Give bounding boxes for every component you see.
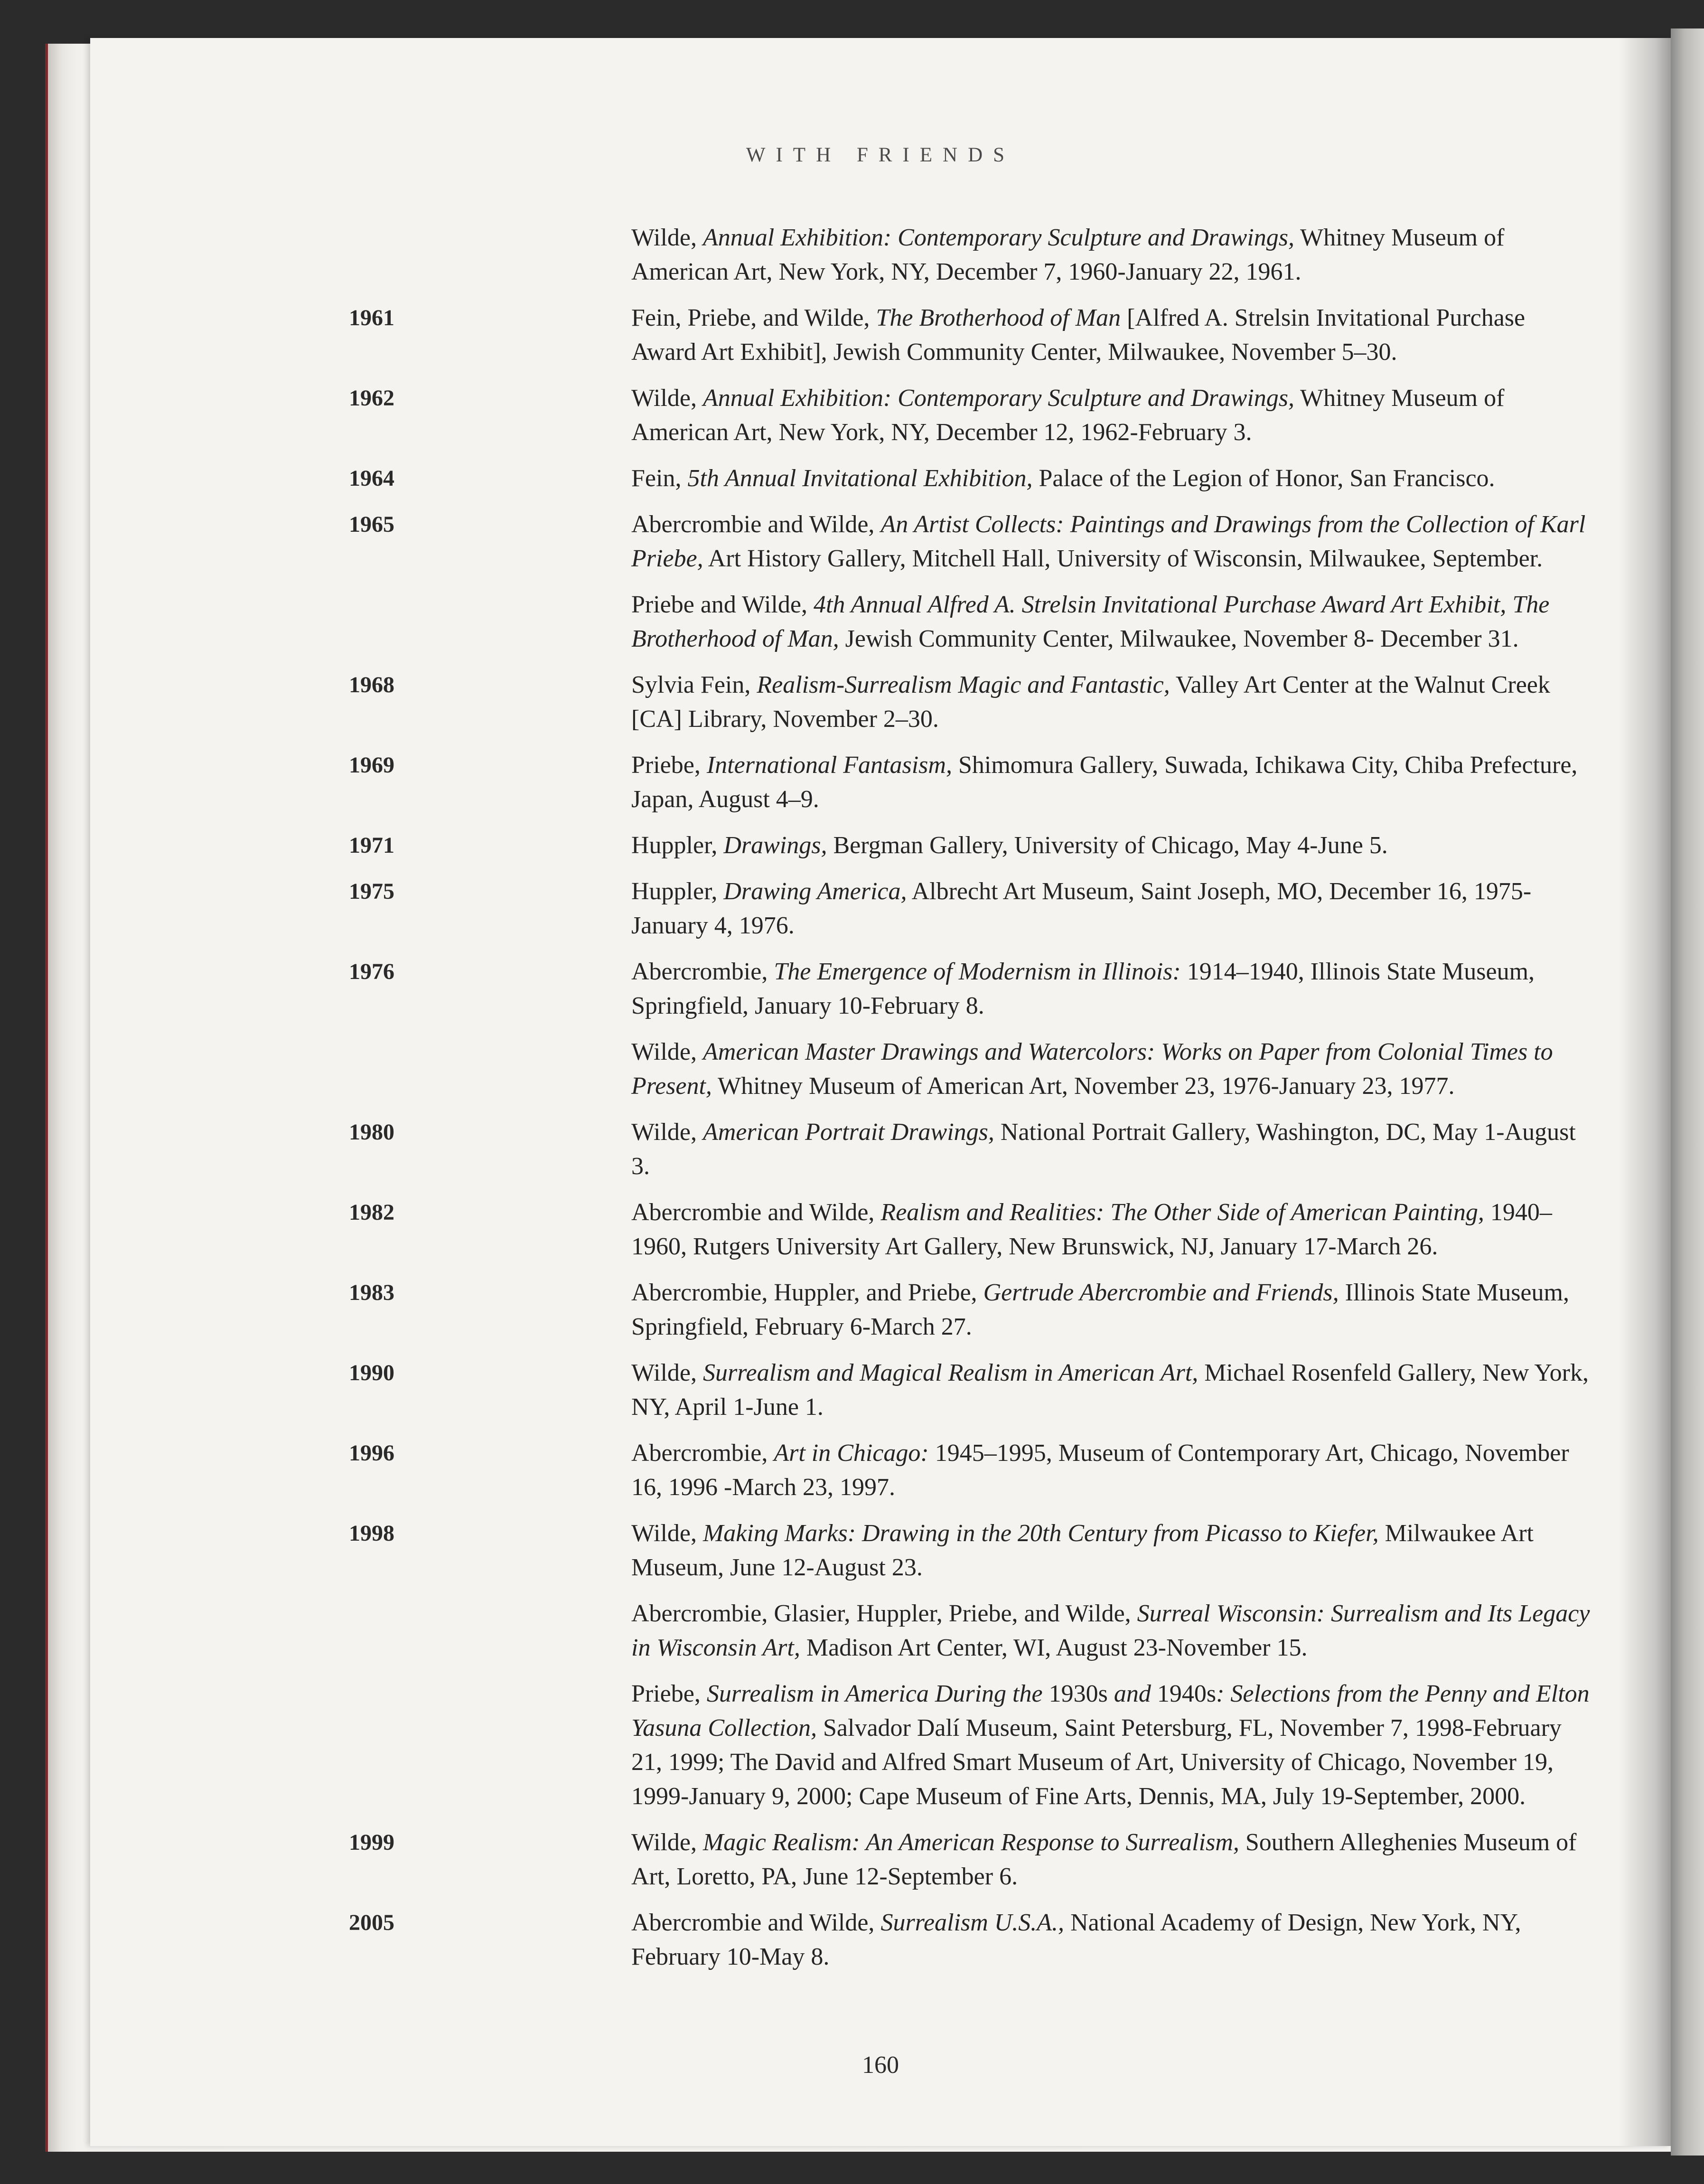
exhibition-title: Annual Exhibition: Contemporary Sculpture and Drawings,	[702, 385, 1294, 412]
entry-text	[631, 955, 1592, 1023]
exhibition-title: The Emergence of Modernism in Illinois:	[774, 958, 1181, 985]
entry-text-segment: Priebe and Wilde,	[631, 591, 814, 618]
facing-page-edge	[1671, 28, 1704, 2156]
entry-text-segment: Priebe,	[631, 752, 707, 779]
entry-year: 1996	[349, 1440, 394, 1466]
exhibition-title: 5th Annual Invitational Exhibition,	[687, 465, 1033, 492]
entry-text-segment: Fein,	[631, 465, 688, 492]
entry-text-segment: Whitney Museum of American Art, New York, NY, December 12, 1962-February 3.	[631, 385, 1505, 446]
exhibition-title: Surreal Wisconsin: Surrealism and Its Legacy in Wisconsin Art,	[631, 1600, 1590, 1661]
exhibition-entry	[349, 828, 1592, 863]
entry-text	[631, 668, 1592, 736]
entry-year: 1976	[349, 959, 394, 984]
exhibition-title: Realism and Realities: The Other Side of American Painting,	[880, 1199, 1484, 1226]
entry-text	[631, 1276, 1592, 1344]
exhibition-entry	[349, 1196, 1592, 1264]
exhibition-title: The Brotherhood of Man	[876, 304, 1121, 331]
entry-text-segment: Abercrombie, Glasier, Huppler, Priebe, and Wilde,	[631, 1600, 1137, 1627]
exhibition-entry	[349, 1677, 1592, 1814]
entry-year: 1982	[349, 1200, 394, 1225]
exhibition-title: Making Marks: Drawing in the 20th Century from Picasso to Kiefer,	[702, 1520, 1379, 1547]
entry-text	[631, 1677, 1592, 1814]
entry-year: 1980	[349, 1120, 394, 1145]
entry-text-segment: 1914–1940, Illinois State Museum, Springfield, January 10-February 8.	[631, 958, 1535, 1019]
entry-year: 1964	[349, 466, 394, 491]
exhibition-entry	[349, 588, 1592, 656]
entry-text-segment: Sylvia Fein,	[631, 671, 757, 698]
exhibition-title: American Master Drawings and Watercolors: Works on Paper from Colonial Times to Present,	[631, 1038, 1553, 1100]
entry-text-segment: National Academy of Design, New York, NY, February 10-May 8.	[631, 1909, 1521, 1970]
exhibition-title: and	[1114, 1680, 1151, 1707]
exhibition-entry	[349, 1516, 1592, 1585]
entry-text-segment: Abercrombie and Wilde,	[631, 511, 881, 538]
entry-text	[631, 508, 1592, 576]
entry-text-segment: Huppler,	[631, 832, 724, 859]
entry-text	[631, 828, 1592, 863]
exhibition-entry	[349, 748, 1592, 817]
exhibition-title: : Selections from the Penny and Elton Yasuna Collection,	[631, 1680, 1590, 1742]
entry-text	[631, 221, 1592, 289]
entry-year: 1971	[349, 833, 394, 858]
entry-year: 2005	[349, 1910, 394, 1935]
exhibition-title: Drawings,	[723, 832, 827, 859]
entry-text-segment: Albrecht Art Museum, Saint Joseph, MO, December 16, 1975-January 4, 1976.	[631, 878, 1532, 939]
entry-text-segment: National Portrait Gallery, Washington, DC, May 1-August 3.	[631, 1119, 1576, 1180]
entry-year: 1969	[349, 753, 394, 778]
exhibition-entry	[349, 955, 1592, 1023]
entry-year: 1961	[349, 305, 394, 330]
entry-text-segment: Illinois State Museum, Springfield, February 6-March 27.	[631, 1279, 1569, 1340]
entry-text-segment: Southern Alleghenies Museum of Art, Loretto, PA, June 12-September 6.	[631, 1829, 1577, 1890]
exhibition-title: Drawing America,	[723, 878, 907, 905]
exhibition-title: Surrealism and Magical Realism in American Art,	[702, 1359, 1198, 1386]
entry-text-segment: Valley Art Center at the Walnut Creek [CA] Library, November 2–30.	[631, 671, 1550, 733]
entry-text	[631, 875, 1592, 943]
entry-text-segment: Palace of the Legion of Honor, San Francisco.	[1032, 465, 1495, 492]
entry-year: 1999	[349, 1830, 394, 1855]
entry-year: 1975	[349, 879, 394, 904]
entry-text-segment: Whitney Museum of American Art, New York, NY, December 7, 1960-January 22, 1961.	[631, 224, 1505, 285]
entry-text-segment: Jewish Community Center, Milwaukee, November 8- December 31.	[839, 625, 1519, 652]
exhibition-entry	[349, 1356, 1592, 1424]
exhibition-title: Gertrude Abercrombie and Friends,	[983, 1279, 1339, 1306]
entry-year: 1962	[349, 386, 394, 411]
entry-text-segment: Wilde,	[631, 1359, 703, 1386]
running-head: WITH FRIENDS	[746, 144, 1015, 166]
entry-text-segment: Wilde,	[631, 224, 703, 251]
exhibition-title: Surrealism in America During the	[706, 1680, 1043, 1707]
entry-year: 1990	[349, 1360, 394, 1385]
entry-text	[631, 381, 1592, 450]
entry-year: 1998	[349, 1521, 394, 1546]
entry-text-segment: [Alfred A. Strelsin Invitational Purchase Award Art Exhibit], Jewish Community Center, Milwaukee, November 5–30.	[631, 304, 1526, 366]
entry-text-segment: 1940s	[1151, 1680, 1217, 1707]
exhibition-title: International Fantasism,	[706, 752, 952, 779]
entry-text-segment: 1930s	[1042, 1680, 1114, 1707]
entry-text-segment: 1940–1960, Rutgers University Art Gallery, New Brunswick, NJ, January 17-March 26.	[631, 1199, 1552, 1260]
entry-text-segment: Fein, Priebe, and Wilde,	[631, 304, 876, 331]
entry-text-segment: Wilde,	[631, 1829, 703, 1856]
entry-text-segment: Shimomura Gallery, Suwada, Ichikawa City, Chiba Prefecture, Japan, August 4–9.	[631, 752, 1578, 813]
exhibition-title: Annual Exhibition: Contemporary Sculpture and Drawings,	[702, 224, 1294, 251]
exhibition-entry	[349, 1436, 1592, 1505]
exhibition-title: An Artist Collects: Paintings and Drawings from the Collection of Karl Priebe,	[631, 511, 1586, 572]
entry-year: 1983	[349, 1280, 394, 1305]
exhibition-entry	[349, 1826, 1592, 1894]
exhibition-entry	[349, 1597, 1592, 1665]
entry-text-segment: Madison Art Center, WI, August 23-November 15.	[800, 1634, 1308, 1661]
exhibition-entry	[349, 875, 1592, 943]
entry-text	[631, 1906, 1592, 1974]
entry-text	[631, 1356, 1592, 1424]
entry-text	[631, 1196, 1592, 1264]
exhibition-entry	[349, 1115, 1592, 1184]
exhibition-title: American Portrait Drawings,	[702, 1119, 994, 1146]
entry-text-segment: Wilde,	[631, 1520, 703, 1547]
entry-text	[631, 748, 1592, 817]
exhibition-entry	[349, 508, 1592, 576]
entry-text-segment: Wilde,	[631, 1038, 703, 1065]
entry-text	[631, 1516, 1592, 1585]
entry-text-segment: Michael Rosenfeld Gallery, New York, NY, April 1-June 1.	[631, 1359, 1589, 1421]
entry-text-segment: Huppler,	[631, 878, 724, 905]
entry-text-segment: Priebe,	[631, 1680, 707, 1707]
entry-text-segment: Abercrombie, Huppler, and Priebe,	[631, 1279, 983, 1306]
entry-year: 1968	[349, 672, 394, 697]
exhibition-entry	[349, 461, 1592, 496]
entry-text-segment: Art History Gallery, Mitchell Hall, University of Wisconsin, Milwaukee, September.	[703, 545, 1543, 572]
entry-text	[631, 1826, 1592, 1894]
entry-text	[631, 301, 1592, 369]
entry-text	[631, 461, 1592, 496]
entry-text-segment: Wilde,	[631, 1119, 703, 1146]
exhibition-title: Magic Realism: An American Response to Surrealism,	[702, 1829, 1239, 1856]
book-page	[90, 38, 1671, 2146]
exhibition-entry	[349, 1906, 1592, 1974]
entry-text-segment: Bergman Gallery, University of Chicago, May 4-June 5.	[827, 832, 1388, 859]
exhibition-entry	[349, 381, 1592, 450]
entry-text	[631, 588, 1592, 656]
exhibition-entry	[349, 1035, 1592, 1103]
exhibition-title: Art in Chicago:	[774, 1440, 929, 1467]
exhibition-list	[349, 221, 1592, 1986]
exhibition-entry	[349, 1276, 1592, 1344]
entry-text-segment: Abercrombie,	[631, 958, 774, 985]
entry-text-segment: Salvador Dalí Museum, Saint Petersburg, FL, November 7, 1998-February 21, 1999; The David and Alfred Smart Museum of Art, University of Chicago, November 19, 1999-January 9, 2000; Cape Museum of Fine Arts, Dennis, MA, July 19-September, 2000.	[631, 1714, 1562, 1810]
entry-text-segment: Abercrombie and Wilde,	[631, 1909, 881, 1936]
entry-text	[631, 1115, 1592, 1184]
page-number: 160	[862, 2052, 899, 2079]
exhibition-title: 4th Annual Alfred A. Strelsin Invitational Purchase Award Art Exhibit, The Brotherhood of Man,	[631, 591, 1550, 652]
gutter-shadow	[1619, 38, 1671, 2146]
exhibition-entry	[349, 668, 1592, 736]
entry-text	[631, 1035, 1592, 1103]
exhibition-title: Surrealism U.S.A.,	[880, 1909, 1065, 1936]
exhibition-entry	[349, 301, 1592, 369]
entry-text-segment: Wilde,	[631, 385, 703, 412]
entry-text-segment: Whitney Museum of American Art, November 23, 1976-January 23, 1977.	[712, 1073, 1455, 1100]
entry-text-segment: 1945–1995, Museum of Contemporary Art, Chicago, November 16, 1996 -March 23, 1997.	[631, 1440, 1569, 1501]
exhibition-entry	[349, 221, 1592, 289]
exhibition-title: Realism-Surrealism Magic and Fantastic,	[757, 671, 1170, 698]
entry-year: 1965	[349, 512, 394, 537]
entry-text-segment: Milwaukee Art Museum, June 12-August 23.	[631, 1520, 1534, 1581]
entry-text	[631, 1597, 1592, 1665]
entry-text	[631, 1436, 1592, 1505]
entry-text-segment: Abercrombie and Wilde,	[631, 1199, 881, 1226]
entry-text-segment: Abercrombie,	[631, 1440, 774, 1467]
